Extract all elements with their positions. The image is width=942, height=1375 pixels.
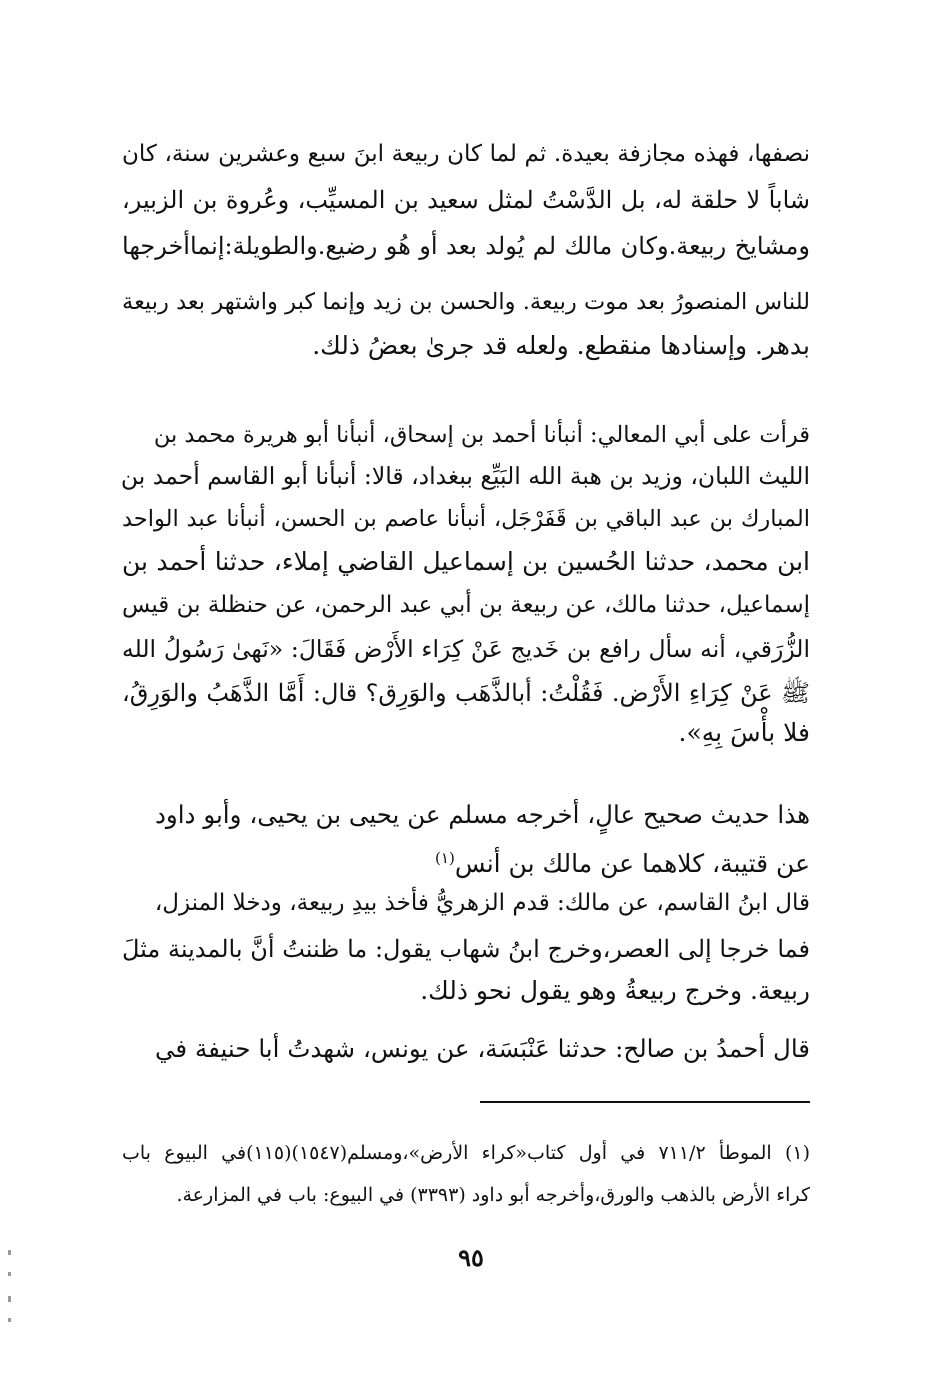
page-number: ٩٥ [458,1243,484,1272]
scan-speck [8,1296,11,1302]
scan-speck [8,1272,11,1276]
footnote-line: (١) الموطأ ٧١١/٢ في أول كتاب«كراء الأرض»،ومسلم(١٥٤٧)(١١٥)في البيوع باب [122,1142,811,1164]
text-line: ربيعة. وخرج ربيعةُ وهو يقول نحو ذلك. [420,976,810,1005]
text-line: المبارك بن عبد الباقي بن قَفَرْجَل، أنبأنا عاصم بن الحسن، أنبأنا عبد الواحد [122,506,810,532]
text-line: قرأت على أبي المعالي: أنبأنا أحمد بن إسحاق، أنبأنا أبو هريرة محمد بن [153,422,810,448]
text-line: فما خرجا إلى العصر،وخرج ابنُ شهاب يقول: ما ظننتُ أنَّ بالمدينة مثلَ [122,935,810,963]
text-line: ومشايخ ربيعة.وكان مالك لم يُولد بعد أو هُو رضيع.والطويلة:إنماأخرجها [122,232,810,260]
text-line: إسماعيل، حدثنا مالك، عن ربيعة بن أبي عبد الرحمن، عن حنظلة بن قيس [122,592,810,618]
text-line: شاباً لا حلقة له، بل الدَّسْتُ لمثل سعيد بن المسيِّب، وعُروة بن الزبير، [122,186,810,214]
text-line: الليث اللبان، وزيد بن هبة الله البَيِّع ببغداد، قالا: أنبأنا أبو القاسم أحمد بن [120,462,810,490]
text-line: قال ابنُ القاسم، عن مالك: قدم الزهريُّ فأخذ بيدِ ربيعة، ودخلا المنزل، [154,890,810,916]
text-line [122,841,810,881]
scan-speck [8,1250,11,1255]
text-line: هذا حديث صحيح عالٍ، أخرجه مسلم عن يحيى بن يحيى، وأبو داود [155,800,810,829]
footnote-marker[interactable]: (١) [435,849,455,867]
footnote-separator [480,1101,810,1103]
text-line: للناس المنصورُ بعد موت ربيعة. والحسن بن زيد وإنما كبر واشتهر بعد ربيعة [122,289,810,315]
footnote-line: كراء الأرض بالذهب والورق،وأخرجه أبو داود (٣٣٩٣) في البيوع: باب في المزارعة. [176,1184,810,1206]
text-line: ابن محمد، حدثنا الحُسين بن إسماعيل القاضي إملاء، حدثنا أحمد بن [122,547,810,576]
text-line: نصفها، فهذه مجازفة بعيدة. ثم لما كان ربيعة ابنَ سبع وعشرين سنة، كان [122,141,810,167]
text-line: قال أحمدُ بن صالح: حدثنا عَنْبَسَة، عن يونس، شهدتُ أبا حنيفة في [155,1034,810,1063]
text-line: بدهر. وإسنادها منقطع. ولعله قد جرىٰ بعضُ ذلك. [312,331,810,360]
text-line: الزُّرَقي، أنه سأل رافع بن خَديج عَنْ كِرَاء الأَرْض فَقَالَ: «نَهىٰ رَسُولُ الله [122,635,810,663]
text-span: عن قتيبة، كلاهما عن مالك بن أنس [454,849,810,878]
text-line: فلا بأْسَ بِهِ». [678,718,810,747]
scan-speck [8,1318,11,1322]
text-line: ﷺ عَنْ كِرَاءِ الأَرْض. فَقُلْتُ: أبالذَّهَب والوَرِق؟ قال: أَمَّا الذَّهَبُ والوَرِقُ، [122,679,810,707]
